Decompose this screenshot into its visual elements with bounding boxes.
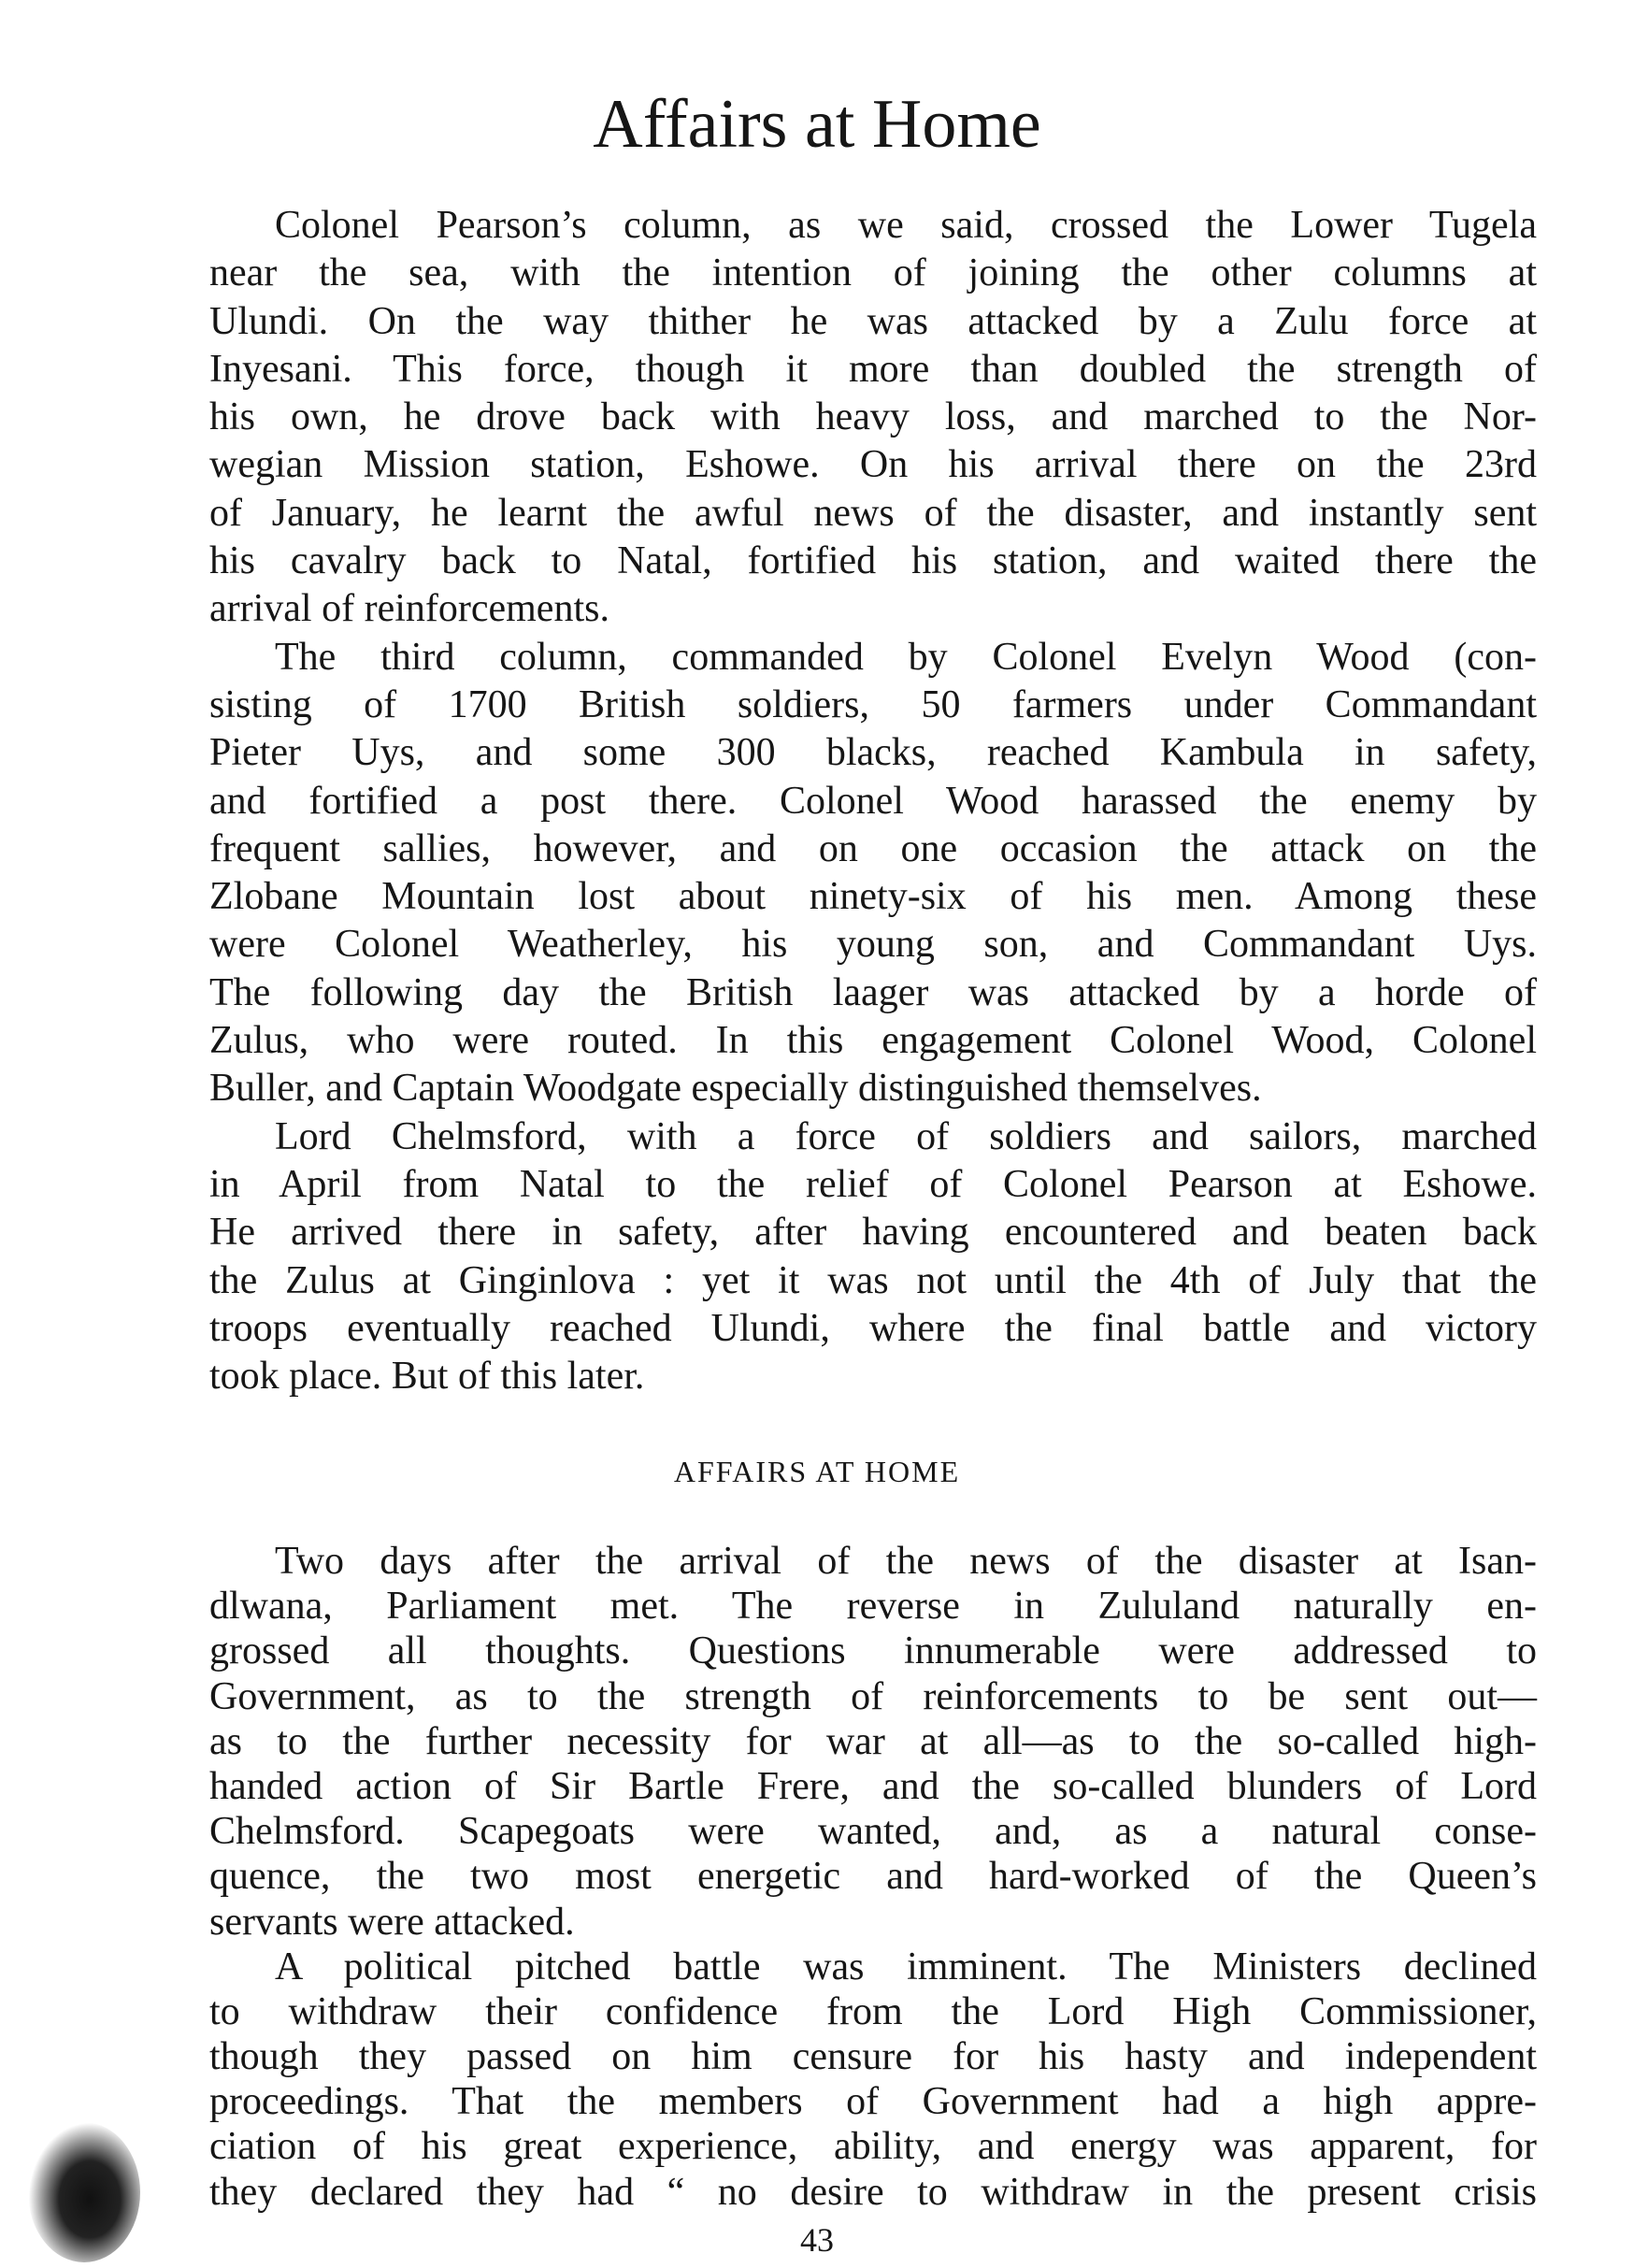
text-line: near the sea, with the intention of joining the other columns at (209, 251, 1537, 295)
paragraph (209, 634, 1537, 1113)
text-line: handed action of Sir Bartle Frere, and the so-called blunders of Lord (209, 1764, 1537, 1808)
text-line: his cavalry back to Natal, fortified his station, and waited there the (209, 539, 1537, 583)
ink-blot-mark (28, 2122, 140, 2262)
text-line: Zlobane Mountain lost about ninety-six of his men. Among these (209, 875, 1537, 919)
text-line: Colonel Pearson’s column, as we said, crossed the Lower Tugela (275, 204, 1537, 247)
text-line: Government, as to the strength of reinforcements to be sent out— (209, 1674, 1537, 1718)
text-line: to withdraw their confidence from the Lord High Commissioner, (209, 1989, 1537, 2033)
text-line: sisting of 1700 British soldiers, 50 farmers under Commandant (209, 682, 1537, 726)
text-line: Pieter Uys, and some 300 blacks, reached Kambula in safety, (209, 731, 1537, 775)
text-line: and fortified a post there. Colonel Wood harassed the enemy by (209, 779, 1537, 823)
top-text-block (209, 202, 1537, 1400)
paragraph (209, 1113, 1537, 1401)
text-line: Zulus, who were routed. In this engagement Colonel Wood, Colonel (209, 1019, 1537, 1063)
text-line: proceedings. That the members of Government had a high appre- (209, 2080, 1537, 2124)
text-line: of January, he learnt the awful news of the disaster, and instantly sent (209, 491, 1537, 535)
text-line: quence, the two most energetic and hard-worked of the Queen’s (209, 1855, 1537, 1899)
bottom-text-block (209, 1539, 1537, 2215)
text-line: Buller, and Captain Woodgate especially distinguished themselves. (209, 1067, 1262, 1111)
text-line: though they passed on him censure for his hasty and independent (209, 2035, 1537, 2079)
text-line: wegian Mission station, Eshowe. On his arrival there on the 23rd (209, 443, 1537, 487)
text-line: in April from Natal to the relief of Colonel Pearson at Eshowe. (209, 1162, 1537, 1206)
page-title: Affairs at Home (593, 86, 1041, 163)
text-line: Ulundi. On the way thither he was attacked by a Zulu force at (209, 299, 1537, 343)
text-line: troops eventually reached Ulundi, where the final battle and victory (209, 1306, 1537, 1350)
text-line: Lord Chelmsford, with a force of soldiers and sailors, marched (275, 1114, 1537, 1158)
text-line: He arrived there in safety, after having encountered and beaten back (209, 1211, 1537, 1255)
text-line: A political pitched battle was imminent. The Ministers declined (275, 1945, 1537, 1988)
paragraph (209, 202, 1537, 634)
text-line: The third column, commanded by Colonel Evelyn Wood (con- (275, 635, 1537, 679)
section-heading: AFFAIRS AT HOME (673, 1455, 961, 1488)
text-line: The following day the British laager was attacked by a horde of (209, 970, 1537, 1014)
text-line: arrival of reinforcements. (209, 587, 609, 631)
text-line: the Zulus at Ginginlova : yet it was not until the 4th of July that the (209, 1258, 1537, 1302)
text-line: Inyesani. This force, though it more than doubled the strength of (209, 347, 1537, 391)
text-line: dlwana, Parliament met. The reverse in Zululand naturally en- (209, 1585, 1537, 1629)
paragraph (209, 1539, 1537, 1945)
paragraph (209, 1945, 1537, 2215)
text-line: Chelmsford. Scapegoats were wanted, and, as a natural conse- (209, 1810, 1537, 1854)
text-line: frequent sallies, however, and on one occasion the attack on the (209, 826, 1537, 870)
page-number: 43 (800, 2221, 834, 2259)
text-line: ciation of his great experience, ability, and energy was apparent, for (209, 2125, 1537, 2169)
text-line: Two days after the arrival of the news of the disaster at Isan- (275, 1540, 1537, 1583)
text-line: were Colonel Weatherley, his young son, and Commandant Uys. (209, 923, 1537, 967)
text-line: servants were attacked. (209, 1900, 575, 1944)
text-line: grossed all thoughts. Questions innumerable were addressed to (209, 1629, 1537, 1673)
text-line: they declared they had “ no desire to withdraw in the present crisis (209, 2170, 1537, 2214)
text-line: as to the further necessity for war at all—as to the so-called high- (209, 1719, 1537, 1763)
text-line: his own, he drove back with heavy loss, and marched to the Nor- (209, 395, 1537, 439)
text-line: took place. But of this later. (209, 1355, 645, 1399)
